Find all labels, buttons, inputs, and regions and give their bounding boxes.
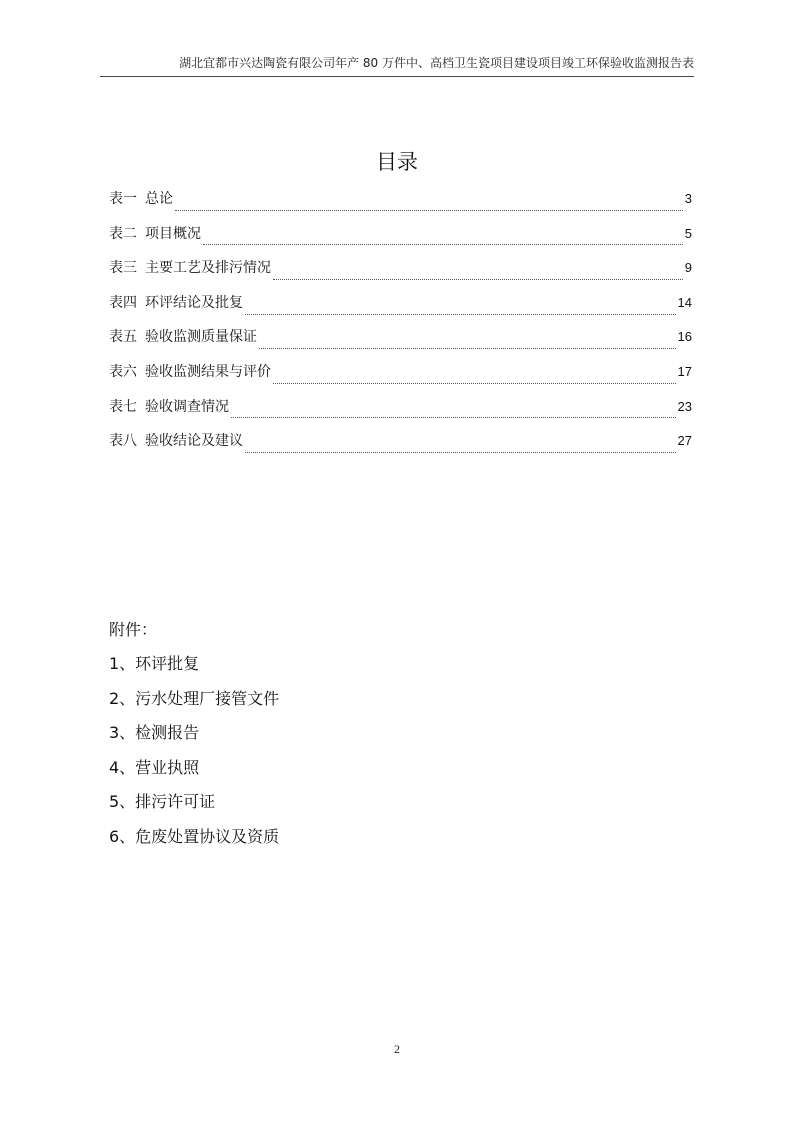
- toc-leader-dots: [273, 279, 683, 280]
- toc-leader-dots: [245, 452, 676, 453]
- toc-leader-dots: [259, 348, 676, 349]
- toc-entry-page: 27: [677, 433, 692, 449]
- toc-entry-number: 表六: [109, 363, 137, 380]
- toc-entry[interactable]: [109, 188, 692, 223]
- toc-entry-number: 表五: [109, 329, 137, 346]
- toc-leader-dots: [175, 210, 683, 211]
- toc-entry-number: 表三: [109, 260, 137, 277]
- attachments-title: 附件：: [109, 620, 158, 639]
- toc-entry-number: 表一: [109, 191, 137, 207]
- toc-leader-dots: [245, 314, 676, 315]
- toc-entry-title: 验收监测结果与评价: [145, 363, 271, 380]
- toc-entry[interactable]: [109, 257, 692, 292]
- toc-entry-title: 验收结论及建议: [145, 433, 243, 450]
- toc-entry-number: 表七: [109, 398, 137, 415]
- header-rule: [100, 76, 694, 77]
- toc-leader-dots: [203, 244, 683, 245]
- toc-entry[interactable]: [109, 396, 692, 431]
- attachment-item: 5、排污许可证: [109, 792, 216, 811]
- attachment-item: 3、检测报告: [109, 723, 200, 742]
- toc-entry-title: 验收调查情况: [145, 398, 229, 415]
- toc-leader-dots: [231, 417, 676, 418]
- toc-leader-dots: [273, 383, 676, 384]
- toc-entry-page: 3: [684, 191, 692, 206]
- attachments-section: [109, 618, 609, 859]
- toc-entry-number: 表二: [109, 225, 137, 242]
- toc-entry-title: 项目概况: [145, 225, 201, 242]
- attachment-item: 4、营业执照: [109, 757, 200, 777]
- table-of-contents: [109, 188, 692, 465]
- toc-entry-page: 14: [677, 294, 692, 310]
- running-header: 湖北宜都市兴达陶瓷有限公司年产 80 万件中、高档卫生瓷项目建设项目竣工环保验收监测报告表: [179, 56, 694, 70]
- attachment-item: 1、环评批复: [109, 654, 200, 673]
- toc-entry-number: 表四: [109, 294, 137, 311]
- toc-entry-page: 5: [684, 225, 692, 241]
- toc-entry-title: 环评结论及批复: [145, 294, 243, 311]
- toc-entry-title: 主要工艺及排污情况: [145, 260, 271, 277]
- toc-entry[interactable]: [109, 430, 692, 465]
- attachment-item: 6、危废处置协议及资质: [109, 826, 280, 846]
- toc-title: 目录: [376, 150, 418, 174]
- toc-entry[interactable]: [109, 326, 692, 361]
- page-number: 2: [394, 1042, 400, 1056]
- toc-entry[interactable]: [109, 292, 692, 327]
- toc-entry-page: 9: [684, 260, 692, 276]
- toc-entry-title: 总论: [145, 191, 173, 207]
- attachment-item: 2、污水处理厂接管文件: [109, 688, 280, 708]
- toc-entry-page: 23: [677, 398, 692, 414]
- toc-entry[interactable]: [109, 361, 692, 396]
- toc-entry-page: 16: [677, 329, 692, 345]
- toc-entry-number: 表八: [109, 433, 137, 450]
- toc-entry-page: 17: [677, 363, 692, 379]
- toc-entry-title: 验收监测质量保证: [145, 329, 257, 346]
- toc-entry[interactable]: [109, 223, 692, 258]
